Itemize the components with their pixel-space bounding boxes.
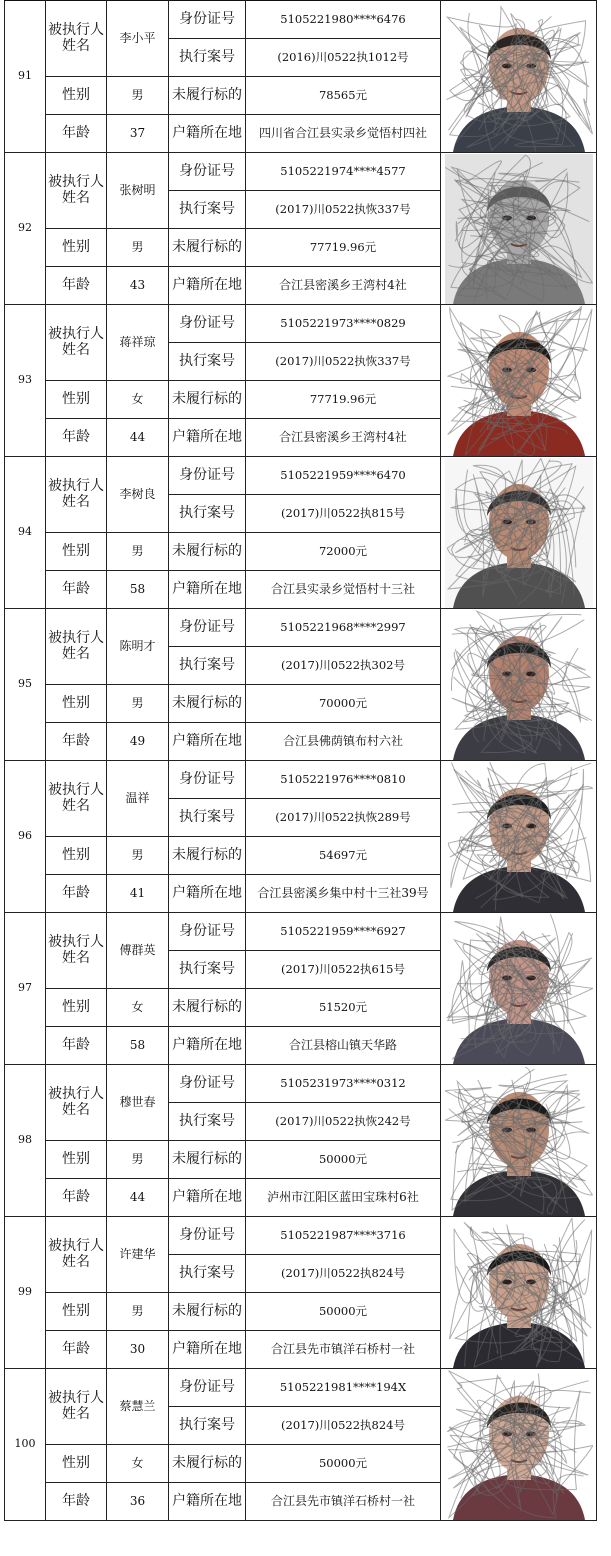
label-name: 被执行人姓名	[46, 913, 107, 989]
label-case-number: 执行案号	[169, 647, 246, 685]
label-hukou: 户籍所在地	[169, 1027, 246, 1065]
table-row	[5, 761, 597, 799]
unfulfilled-amount-value: 50000元	[246, 1445, 441, 1483]
person-photo	[441, 1, 597, 153]
label-case-number: 执行案号	[169, 951, 246, 989]
unfulfilled-amount-value: 77719.96元	[246, 229, 441, 267]
person-name: 李树良	[107, 457, 169, 533]
person-photo	[441, 305, 597, 457]
id-number-value: 5105221968****2997	[246, 609, 441, 647]
age-value: 37	[107, 115, 169, 153]
label-id-number: 身份证号	[169, 1369, 246, 1407]
gender-value: 男	[107, 77, 169, 115]
label-case-number: 执行案号	[169, 343, 246, 381]
person-name: 陈明才	[107, 609, 169, 685]
label-name: 被执行人姓名	[46, 305, 107, 381]
id-number-value: 5105221974****4577	[246, 153, 441, 191]
person-photo	[441, 761, 597, 913]
label-hukou: 户籍所在地	[169, 1331, 246, 1369]
label-id-number: 身份证号	[169, 153, 246, 191]
hukou-value: 合江县先市镇洋石桥村一社	[246, 1331, 441, 1369]
label-id-number: 身份证号	[169, 609, 246, 647]
case-number-value: (2017)川0522执恢337号	[246, 343, 441, 381]
id-number-value: 5105221987****3716	[246, 1217, 441, 1255]
dishonest-debtor-table	[4, 0, 597, 1521]
age-value: 58	[107, 1027, 169, 1065]
label-case-number: 执行案号	[169, 191, 246, 229]
hukou-value: 合江县佛荫镇布村六社	[246, 723, 441, 761]
gender-value: 男	[107, 1141, 169, 1179]
label-name: 被执行人姓名	[46, 1065, 107, 1141]
label-case-number: 执行案号	[169, 39, 246, 77]
label-hukou: 户籍所在地	[169, 723, 246, 761]
age-value: 30	[107, 1331, 169, 1369]
gender-value: 男	[107, 533, 169, 571]
label-name: 被执行人姓名	[46, 1217, 107, 1293]
label-age: 年龄	[46, 1027, 107, 1065]
age-value: 58	[107, 571, 169, 609]
label-unfulfilled-amount: 未履行标的	[169, 533, 246, 571]
label-age: 年龄	[46, 267, 107, 305]
hukou-value: 合江县榕山镇天华路	[246, 1027, 441, 1065]
case-number-value: (2017)川0522执恢289号	[246, 799, 441, 837]
record-number: 93	[5, 305, 46, 457]
label-age: 年龄	[46, 875, 107, 913]
table-row	[5, 153, 597, 191]
person-name: 温祥	[107, 761, 169, 837]
age-value: 43	[107, 267, 169, 305]
person-photo	[441, 1369, 597, 1521]
table-body	[5, 1, 597, 1521]
label-id-number: 身份证号	[169, 457, 246, 495]
label-gender: 性别	[46, 989, 107, 1027]
record-number: 100	[5, 1369, 46, 1521]
person-photo	[441, 1065, 597, 1217]
person-photo	[441, 457, 597, 609]
label-hukou: 户籍所在地	[169, 267, 246, 305]
id-number-value: 5105231973****0312	[246, 1065, 441, 1103]
label-unfulfilled-amount: 未履行标的	[169, 685, 246, 723]
case-number-value: (2017)川0522执恢337号	[246, 191, 441, 229]
unfulfilled-amount-value: 70000元	[246, 685, 441, 723]
label-hukou: 户籍所在地	[169, 571, 246, 609]
hukou-value: 泸州市江阳区蓝田宝珠村6社	[246, 1179, 441, 1217]
case-number-value: (2017)川0522执824号	[246, 1255, 441, 1293]
label-hukou: 户籍所在地	[169, 115, 246, 153]
gender-value: 男	[107, 685, 169, 723]
unfulfilled-amount-value: 51520元	[246, 989, 441, 1027]
label-unfulfilled-amount: 未履行标的	[169, 381, 246, 419]
hukou-value: 合江县密溪乡王湾村4社	[246, 267, 441, 305]
label-id-number: 身份证号	[169, 1065, 246, 1103]
hukou-value: 合江县先市镇洋石桥村一社	[246, 1483, 441, 1521]
unfulfilled-amount-value: 77719.96元	[246, 381, 441, 419]
age-value: 41	[107, 875, 169, 913]
table-row	[5, 1369, 597, 1407]
id-number-value: 5105221959****6927	[246, 913, 441, 951]
gender-value: 女	[107, 1445, 169, 1483]
id-number-value: 5105221976****0810	[246, 761, 441, 799]
unfulfilled-amount-value: 78565元	[246, 77, 441, 115]
label-hukou: 户籍所在地	[169, 875, 246, 913]
label-age: 年龄	[46, 1483, 107, 1521]
label-name: 被执行人姓名	[46, 1, 107, 77]
label-id-number: 身份证号	[169, 913, 246, 951]
unfulfilled-amount-value: 50000元	[246, 1293, 441, 1331]
label-gender: 性别	[46, 229, 107, 267]
label-gender: 性别	[46, 381, 107, 419]
record-number: 97	[5, 913, 46, 1065]
gender-value: 男	[107, 837, 169, 875]
case-number-value: (2017)川0522执302号	[246, 647, 441, 685]
table-row	[5, 1, 597, 39]
label-name: 被执行人姓名	[46, 609, 107, 685]
person-name: 李小平	[107, 1, 169, 77]
id-number-value: 5105221981****194X	[246, 1369, 441, 1407]
person-name: 蒋祥琼	[107, 305, 169, 381]
label-gender: 性别	[46, 1445, 107, 1483]
hukou-value: 合江县密溪乡王湾村4社	[246, 419, 441, 457]
table-row	[5, 305, 597, 343]
label-unfulfilled-amount: 未履行标的	[169, 1293, 246, 1331]
label-name: 被执行人姓名	[46, 761, 107, 837]
record-number: 94	[5, 457, 46, 609]
gender-value: 女	[107, 989, 169, 1027]
hukou-value: 合江县实录乡觉悟村十三社	[246, 571, 441, 609]
label-age: 年龄	[46, 419, 107, 457]
label-gender: 性别	[46, 533, 107, 571]
label-hukou: 户籍所在地	[169, 419, 246, 457]
label-id-number: 身份证号	[169, 1217, 246, 1255]
age-value: 44	[107, 1179, 169, 1217]
label-name: 被执行人姓名	[46, 153, 107, 229]
record-number: 91	[5, 1, 46, 153]
label-unfulfilled-amount: 未履行标的	[169, 1445, 246, 1483]
label-case-number: 执行案号	[169, 1407, 246, 1445]
label-age: 年龄	[46, 115, 107, 153]
hukou-value: 四川省合江县实录乡觉悟村四社	[246, 115, 441, 153]
case-number-value: (2017)川0522执615号	[246, 951, 441, 989]
hukou-value: 合江县密溪乡集中村十三社39号	[246, 875, 441, 913]
label-gender: 性别	[46, 837, 107, 875]
gender-value: 男	[107, 1293, 169, 1331]
label-name: 被执行人姓名	[46, 1369, 107, 1445]
label-case-number: 执行案号	[169, 1255, 246, 1293]
unfulfilled-amount-value: 50000元	[246, 1141, 441, 1179]
gender-value: 女	[107, 381, 169, 419]
label-id-number: 身份证号	[169, 305, 246, 343]
table-row	[5, 1065, 597, 1103]
label-hukou: 户籍所在地	[169, 1483, 246, 1521]
label-case-number: 执行案号	[169, 495, 246, 533]
case-number-value: (2017)川0522执815号	[246, 495, 441, 533]
id-number-value: 5105221980****6476	[246, 1, 441, 39]
label-gender: 性别	[46, 685, 107, 723]
label-age: 年龄	[46, 1179, 107, 1217]
table-row	[5, 913, 597, 951]
case-number-value: (2017)川0522执恢242号	[246, 1103, 441, 1141]
label-gender: 性别	[46, 1141, 107, 1179]
label-unfulfilled-amount: 未履行标的	[169, 229, 246, 267]
label-id-number: 身份证号	[169, 1, 246, 39]
label-unfulfilled-amount: 未履行标的	[169, 837, 246, 875]
table-row	[5, 609, 597, 647]
label-id-number: 身份证号	[169, 761, 246, 799]
label-age: 年龄	[46, 723, 107, 761]
person-name: 穆世春	[107, 1065, 169, 1141]
case-number-value: (2017)川0522执824号	[246, 1407, 441, 1445]
label-unfulfilled-amount: 未履行标的	[169, 1141, 246, 1179]
person-name: 傅群英	[107, 913, 169, 989]
record-number: 92	[5, 153, 46, 305]
label-case-number: 执行案号	[169, 1103, 246, 1141]
person-photo	[441, 913, 597, 1065]
label-unfulfilled-amount: 未履行标的	[169, 989, 246, 1027]
person-photo	[441, 153, 597, 305]
table-row	[5, 1217, 597, 1255]
case-number-value: (2016)川0522执1012号	[246, 39, 441, 77]
record-number: 96	[5, 761, 46, 913]
label-unfulfilled-amount: 未履行标的	[169, 77, 246, 115]
label-gender: 性别	[46, 77, 107, 115]
label-case-number: 执行案号	[169, 799, 246, 837]
record-number: 99	[5, 1217, 46, 1369]
id-number-value: 5105221959****6470	[246, 457, 441, 495]
person-name: 许建华	[107, 1217, 169, 1293]
person-photo	[441, 1217, 597, 1369]
label-name: 被执行人姓名	[46, 457, 107, 533]
label-hukou: 户籍所在地	[169, 1179, 246, 1217]
person-name: 蔡慧兰	[107, 1369, 169, 1445]
gender-value: 男	[107, 229, 169, 267]
unfulfilled-amount-value: 72000元	[246, 533, 441, 571]
table-row	[5, 457, 597, 495]
label-gender: 性别	[46, 1293, 107, 1331]
age-value: 36	[107, 1483, 169, 1521]
unfulfilled-amount-value: 54697元	[246, 837, 441, 875]
age-value: 49	[107, 723, 169, 761]
record-number: 95	[5, 609, 46, 761]
person-photo	[441, 609, 597, 761]
id-number-value: 5105221973****0829	[246, 305, 441, 343]
person-name: 张树明	[107, 153, 169, 229]
label-age: 年龄	[46, 571, 107, 609]
record-number: 98	[5, 1065, 46, 1217]
label-age: 年龄	[46, 1331, 107, 1369]
age-value: 44	[107, 419, 169, 457]
